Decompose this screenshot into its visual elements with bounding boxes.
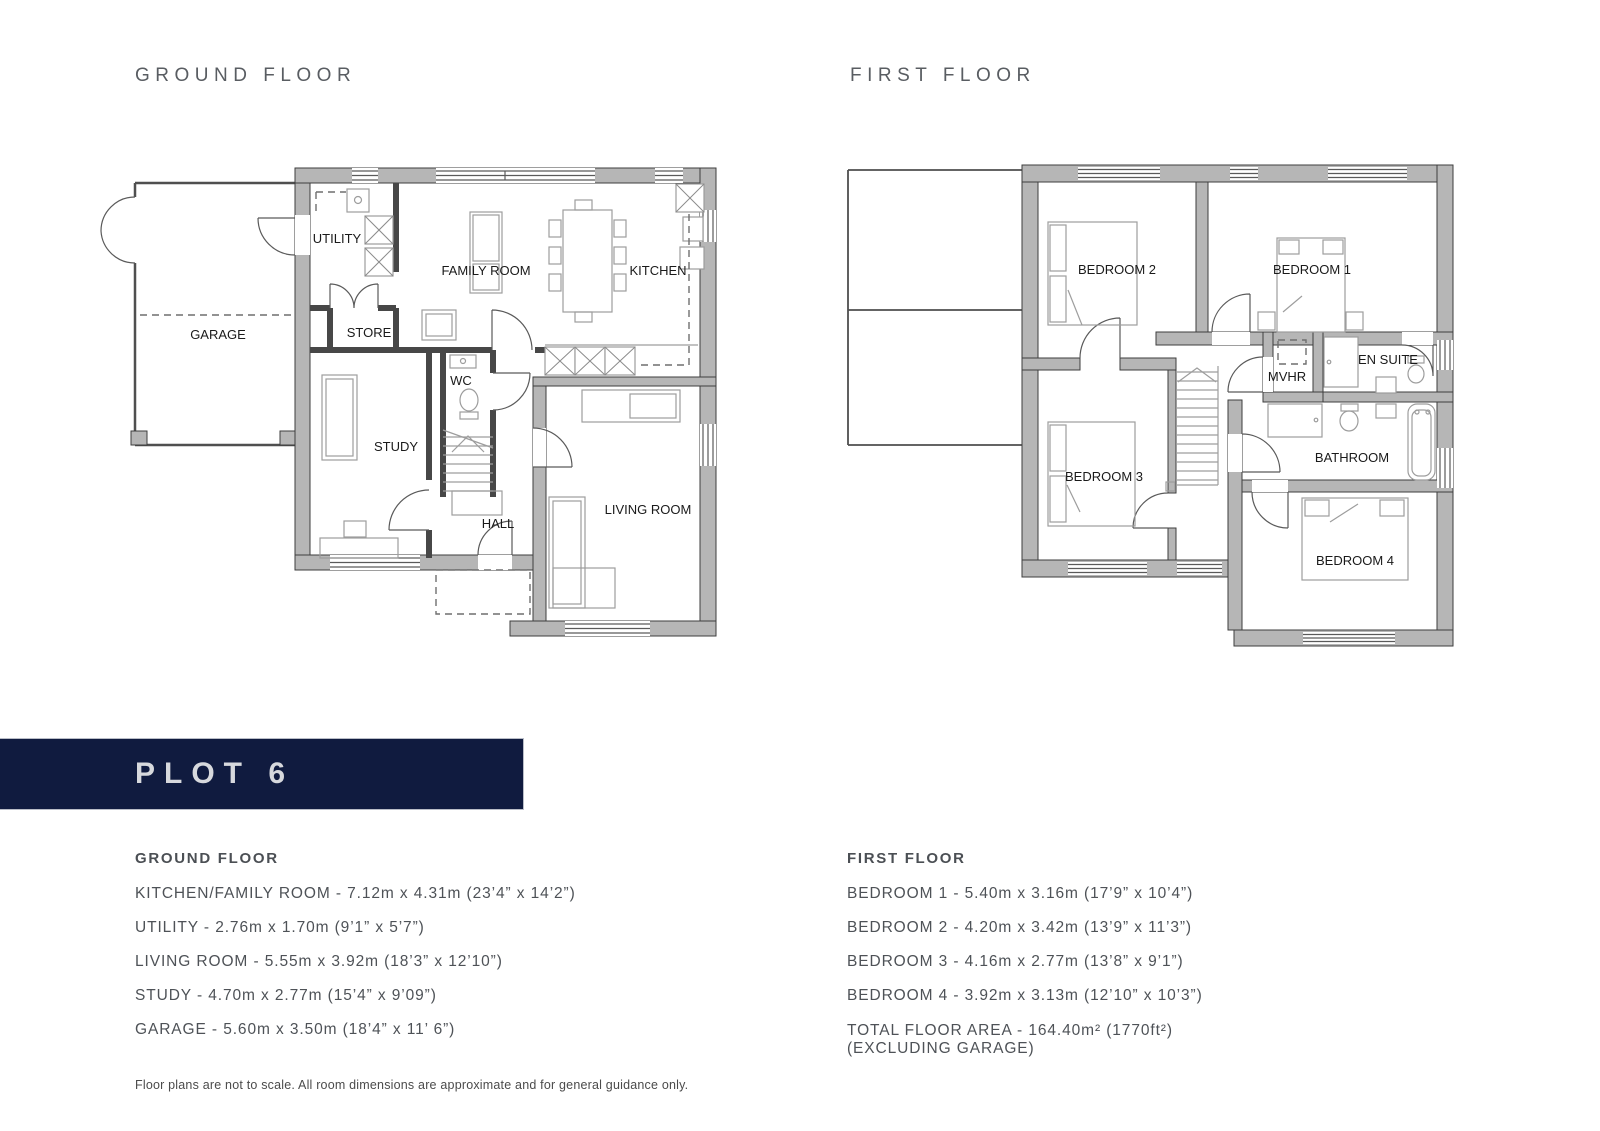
room-label-utility: UTILITY [312,231,362,246]
specs-first [847,850,1487,1058]
garage-structure [101,183,298,445]
room-label-hall: HALL [481,516,515,531]
ground-floor-plan [100,140,760,660]
ground-furniture [316,184,704,614]
total-floor-area: TOTAL FLOOR AREA - 164.40m² (1770ft²) [847,1022,1173,1039]
spec-item: BEDROOM 2 - 4.20m x 3.42m (13’9” x 11’3”) [847,919,1192,936]
disclaimer: Floor plans are not to scale. All room dimensions are approximate and for general guidance only. [135,1078,689,1092]
spec-item: GARAGE - 5.60m x 3.50m (18’4” x 11’ 6”) [135,1021,456,1038]
specs-ground-heading: GROUND FLOOR [135,850,279,867]
room-label-family-room: FAMILY ROOM [441,263,531,278]
spec-item: BEDROOM 3 - 4.16m x 2.77m (13’8” x 9’1”) [847,953,1184,970]
first-floor-heading: FIRST FLOOR [850,65,1036,86]
garage-roof-outline [848,170,1022,445]
spec-item: UTILITY - 2.76m x 1.70m (9’1” x 5’7”) [135,919,425,936]
room-label-kitchen: KITCHEN [629,263,687,278]
total-floor-area-note: (EXCLUDING GARAGE) [847,1040,1035,1057]
room-label-bedroom4: BEDROOM 4 [1315,553,1395,568]
room-label-bedroom1: BEDROOM 1 [1272,262,1352,277]
room-label-garage: GARAGE [190,327,246,342]
first-floor-plan [840,140,1460,680]
plot-banner-label: PLOT 6 [135,757,295,790]
specs-ground [135,850,775,1056]
room-label-en-suite: EN SUITE [1358,352,1418,367]
spec-item: LIVING ROOM - 5.55m x 3.92m (18’3” x 12’10”) [135,953,503,970]
room-label-wc: WC [450,373,472,388]
spec-item: BEDROOM 4 - 3.92m x 3.13m (12’10” x 10’3”) [847,987,1203,1004]
spec-item: BEDROOM 1 - 5.40m x 3.16m (17’9” x 10’4”) [847,885,1194,902]
room-label-study: STUDY [373,439,419,454]
room-label-bathroom: BATHROOM [1314,450,1390,465]
plot-banner [0,738,524,810]
room-label-living-room: LIVING ROOM [604,502,692,517]
spec-item: STUDY - 4.70m x 2.77m (15’4” x 9’09”) [135,987,437,1004]
room-label-store: STORE [346,325,392,340]
ground-floor-heading: GROUND FLOOR [135,65,357,86]
room-label-mvhr: MVHR [1267,369,1307,384]
spec-item: KITCHEN/FAMILY ROOM - 7.12m x 4.31m (23’4” x 14’2”) [135,885,576,902]
room-label-bedroom3: BEDROOM 3 [1064,469,1144,484]
specs-first-heading: FIRST FLOOR [847,850,966,867]
room-label-bedroom2: BEDROOM 2 [1077,262,1157,277]
